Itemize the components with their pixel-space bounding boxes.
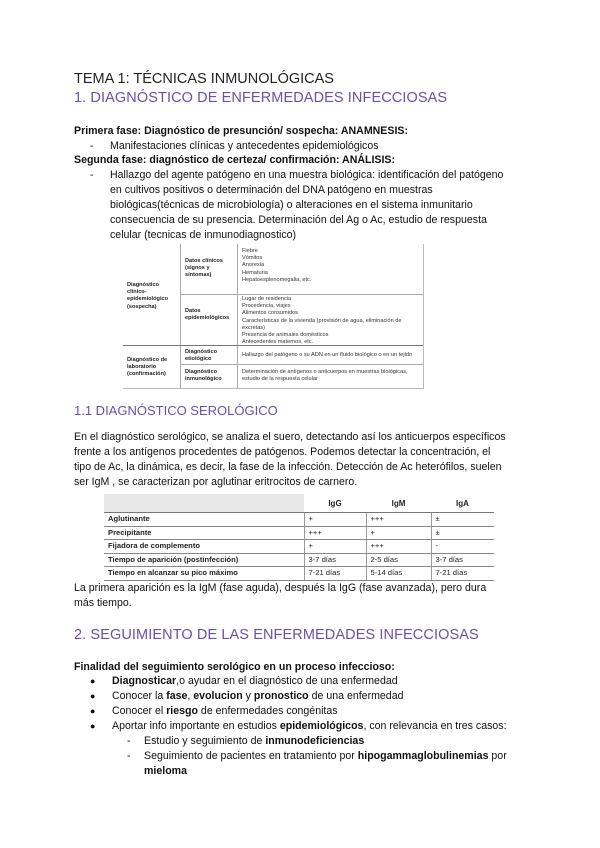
table-row: Tiempo de aparición (postinfección) 3-7 días 2-5 días 3-7 días <box>104 553 494 567</box>
lab-diagnosis-label: Diagnóstico de laboratorio (confirmación) <box>127 357 168 378</box>
table-row: Precipitante +++ + ± <box>104 526 494 540</box>
bullet-marker: ● <box>90 721 96 731</box>
table-header-iga: IgA <box>431 494 494 513</box>
table-row: Tiempo en alcanzar su pico máximo 7-21 días 5-14 días 7-21 días <box>104 567 494 581</box>
immunological-diagnosis-label: Diagnóstico inmunológico <box>185 369 222 383</box>
bullet-marker: ● <box>90 691 96 701</box>
table-header-igg: IgG <box>304 494 366 513</box>
list-item: ● Aportar info importante en estudios epidemiológicos, con relevancia en tres casos: <box>90 720 507 732</box>
table-header-igm: IgM <box>366 494 431 513</box>
table-header-empty <box>104 494 304 513</box>
dash-marker: - <box>90 140 94 152</box>
etiological-diagnosis-label: Diagnóstico etiológico <box>185 349 218 363</box>
immunoglobulin-table <box>104 494 494 578</box>
list-item: - Estudio y seguimiento de inmunodeficiencias <box>127 735 365 747</box>
section-1-heading: 1. DIAGNÓSTICO DE ENFERMEDADES INFECCIOSAS <box>74 90 448 106</box>
bullet-marker: ● <box>90 706 96 716</box>
etiological-diagnosis-text: Hallazgo del patógeno o su ADN en un fluido biológico o en un tejido <box>242 352 413 358</box>
section-1-1-heading: 1.1 DIAGNÓSTICO SEROLÓGICO <box>74 403 278 418</box>
table-header-row <box>104 494 494 513</box>
epidemiological-data-label: Datos epidemiológicos <box>185 308 230 322</box>
clinical-data-items: Fiebre Vómitos Anorexia Hematuria Hepatoesplenomegalia, etc. <box>242 248 312 283</box>
list-item: - Seguimiento de pacientes en tratamiento por hipogammaglobulinemias por mieloma <box>127 750 507 777</box>
table-row: Fijadora de complemento + +++ - <box>104 540 494 554</box>
igm-igg-paragraph: La primera aparición es la IgM (fase aguda), después la IgG (fase avanzada), pero dura más tiempo. <box>74 582 487 609</box>
section-2-heading: 2. SEGUIMIENTO DE LAS ENFERMEDADES INFECCIOSAS <box>74 627 479 643</box>
diagnosis-table <box>123 244 424 389</box>
table-row: Aglutinante + +++ ± <box>104 513 494 527</box>
document-title: TEMA 1: TÉCNICAS INMUNOLÓGICAS <box>74 71 334 87</box>
dash-marker: - <box>127 735 131 747</box>
clinical-data-label: Datos clínicos (signos y síntomas) <box>185 258 223 279</box>
fase-1-heading: Primera fase: Diagnóstico de presunción/ sospecha: ANAMNESIS: <box>74 125 408 137</box>
list-item: ● Diagnosticar,o ayudar en el diagnóstico de una enfermedad <box>90 675 398 687</box>
section-2-bullets <box>74 674 507 734</box>
epidemiological-data-items: Lugar de residencia Procedencia, viajes Alimentos consumidos Características de la vivienda (provisión de agua, eliminación de excretas) Presencia de animales domésticos Antecedentes maternos, etc. <box>242 296 402 346</box>
section-2-intro: Finalidad del seguimiento serológico en un proceso infeccioso: <box>74 661 395 673</box>
bullet-marker: ● <box>90 676 96 686</box>
immunological-diagnosis-text: Determinación de antígenos o anticuerpos en muestras biológicas, estudio de la respuesta celular <box>242 369 408 383</box>
dash-marker: - <box>90 169 94 181</box>
list-item: - Manifestaciones clínicas y antecedentes epidemiológicos <box>90 140 379 152</box>
fase-2-heading: Segunda fase: diagnóstico de certeza/ confirmación: ANÁLISIS: <box>74 154 396 166</box>
clinical-diagnosis-label: Diagnóstico clínico- epidemiológico (sospecha) <box>127 282 169 310</box>
serology-paragraph: En el diagnóstico serológico, se analiza el suero, detectando así los anticuerpos específicos frente a los antígenos procedentes de patógenos. Podemos detectar la concentración, el tipo de Ac, la dinámica, es decir, la fase de la infección. Detección de Ac heterófilos, suelen ser IgM , se caracterizan por aglutinar eritrocitos de carnero. <box>74 431 506 488</box>
dash-marker: - <box>127 750 131 762</box>
list-item: ● Conocer la fase, evolucion y pronostico de una enfermedad <box>90 690 404 702</box>
list-item: - Hallazgo del agente patógeno en una muestra biológica: identificación del patógeno en cultivos positivos o determinación del DNA patógeno en muestras biológicas(técnicas de microbiología) o alteraciones en el sistema inmunitario consecuencia de su presencia. Determinación del Ag o Ac, estudio de respuesta celular (tecnicas de inmunodiagnostico) <box>90 169 504 241</box>
fase-1-list <box>90 139 550 154</box>
fase-2-list <box>90 168 550 243</box>
list-item: ● Conocer el riesgo de enfermedades congénitas <box>90 705 338 717</box>
section-2-sublist <box>127 734 544 779</box>
